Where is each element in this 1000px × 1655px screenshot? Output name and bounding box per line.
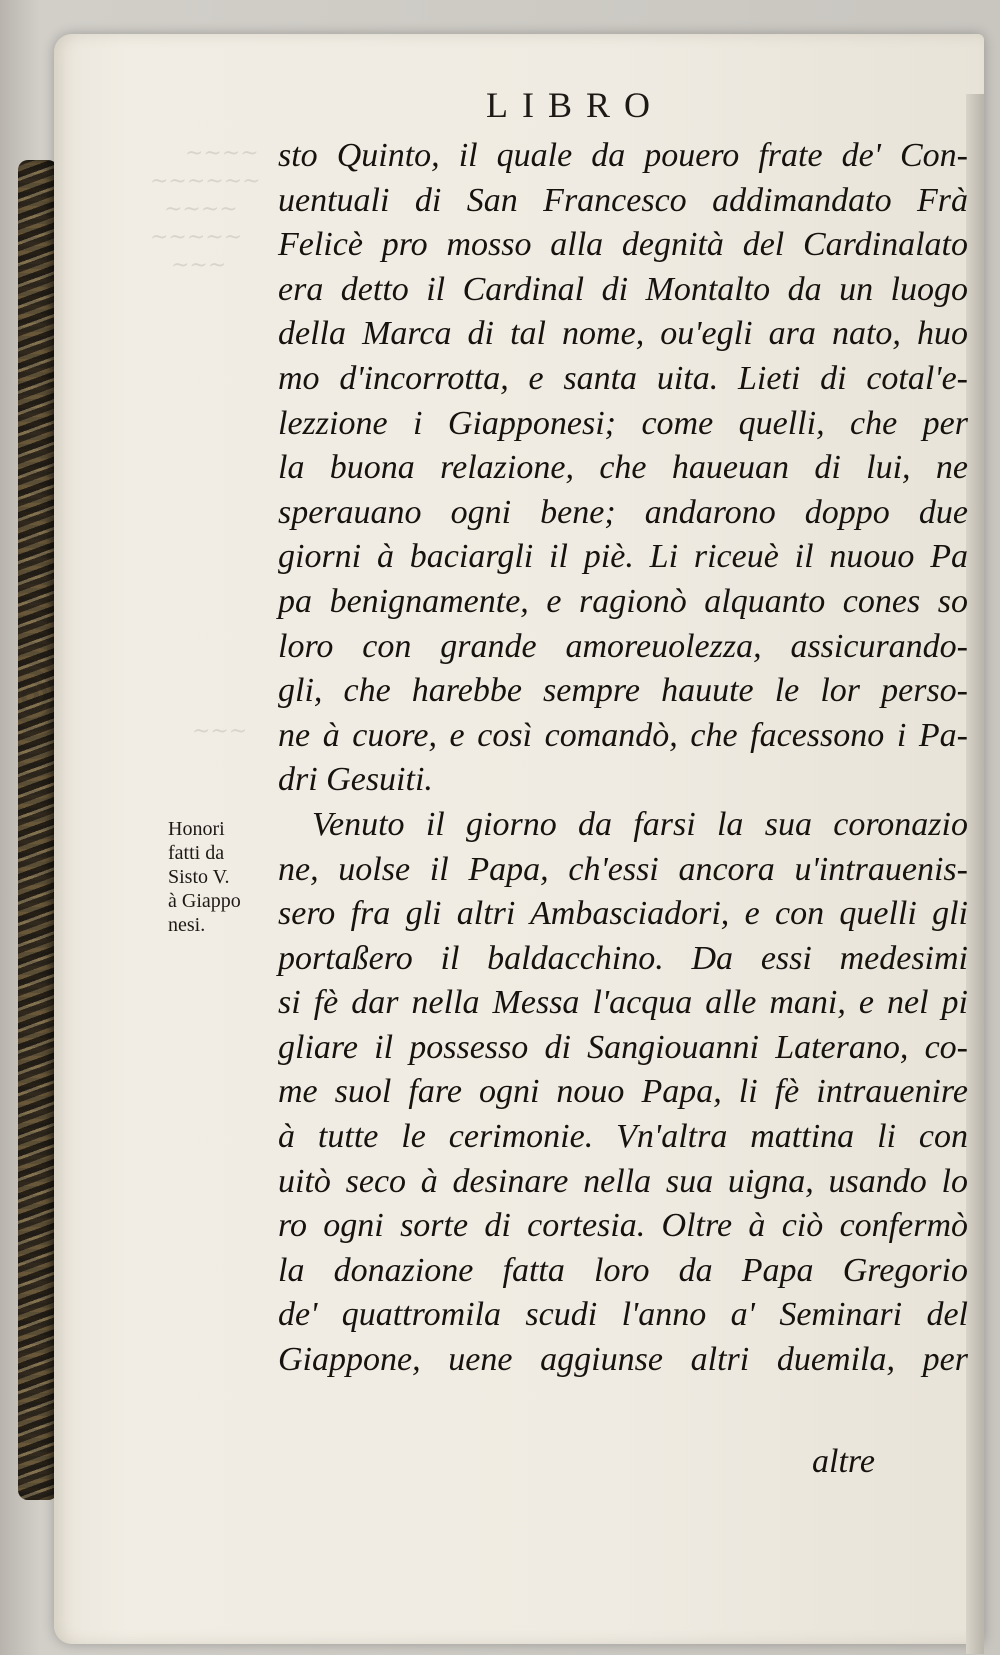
text-line: Venuto il giorno da farsi la sua coronazio (312, 805, 968, 843)
text-line: sero fra gli altri Ambasciadori, e con quelli gli (278, 895, 968, 933)
text-line: si fè dar nella Messa l'acqua alle mani, e nel pi (278, 984, 968, 1022)
page-header: LIBRO (486, 85, 664, 125)
text-line: la buona relazione, che haueuan di lui, ne (278, 449, 968, 487)
margin-note-line: fatti da (168, 842, 225, 864)
text-line: della Marca di tal nome, ou'egli ara nato, huo (278, 315, 968, 353)
text-line: de' quattromila scudi l'anno a' Seminari del (278, 1296, 968, 1334)
text-line: era detto il Cardinal di Montalto da un luogo (278, 270, 968, 308)
text-line: à tutte le cerimonie. Vn'altra mattina li con (278, 1118, 968, 1156)
text-line: giorni à baciargli il piè. Li riceuè il nuouo Pa (278, 538, 968, 576)
text-line: pa benignamente, e ragionò alquanto cones so (278, 582, 968, 620)
text-line: uitò seco à desinare nella sua uigna, usando lo (278, 1162, 968, 1200)
text-line: sperauano ogni bene; andarono doppo due (278, 493, 968, 531)
text-line: la donazione fatta loro da Papa Gregorio (278, 1251, 968, 1289)
text-line: uentuali di San Francesco addimandato Frà (278, 181, 968, 219)
text-line: ne à cuore, e così comandò, che facessono i Pa- (278, 716, 968, 754)
text-line: gliare il possesso di Sangiouanni Laterano, co- (278, 1028, 968, 1066)
text-line: sto Quinto, il quale da pouero frate de' Con- (278, 137, 968, 174)
text-line: ro ogni sorte di cortesia. Oltre à ciò confermò (278, 1207, 968, 1245)
text-line: loro con grande amoreuolezza, assicurando- (278, 627, 968, 665)
book-spine-marbled (18, 160, 58, 1500)
bleed-through-mark: ~~~~ ~~~~~~ ~~~~ ~~~~~ ~~~ (150, 141, 261, 278)
bleed-through-mark: ~~~ (150, 719, 248, 744)
text-line: mo d'incorrotta, e santa uita. Lieti di cotal'e- (278, 359, 968, 397)
margin-note (168, 817, 268, 937)
text-line: dri Gesuiti. (278, 761, 433, 799)
catchword: altre (812, 1443, 875, 1480)
text-line: gli, che harebbe sempre hauute le lor perso- (278, 672, 968, 710)
margin-note-line: Honori (168, 818, 225, 840)
margin-note-line: à Giappo (168, 890, 241, 912)
text-line: ne, uolse il Papa, ch'essi ancora u'intrauenis- (278, 850, 968, 888)
margin-note-line: nesi. (168, 914, 206, 936)
margin-note-line: Sisto V. (168, 866, 230, 888)
text-line: Felicè pro mosso alla degnità del Cardinalato (278, 226, 968, 264)
text-line: lezzione i Giapponesi; come quelli, che per (278, 404, 968, 442)
page-edge (966, 94, 984, 1654)
body-text (278, 134, 968, 1383)
text-line: Giappone, uene aggiunse altri duemila, per (278, 1341, 968, 1379)
text-line: portaßero il baldacchino. Da essi medesimi (278, 939, 968, 977)
text-line: me suol fare ogni nouo Papa, li fè intrauenire (278, 1073, 968, 1111)
